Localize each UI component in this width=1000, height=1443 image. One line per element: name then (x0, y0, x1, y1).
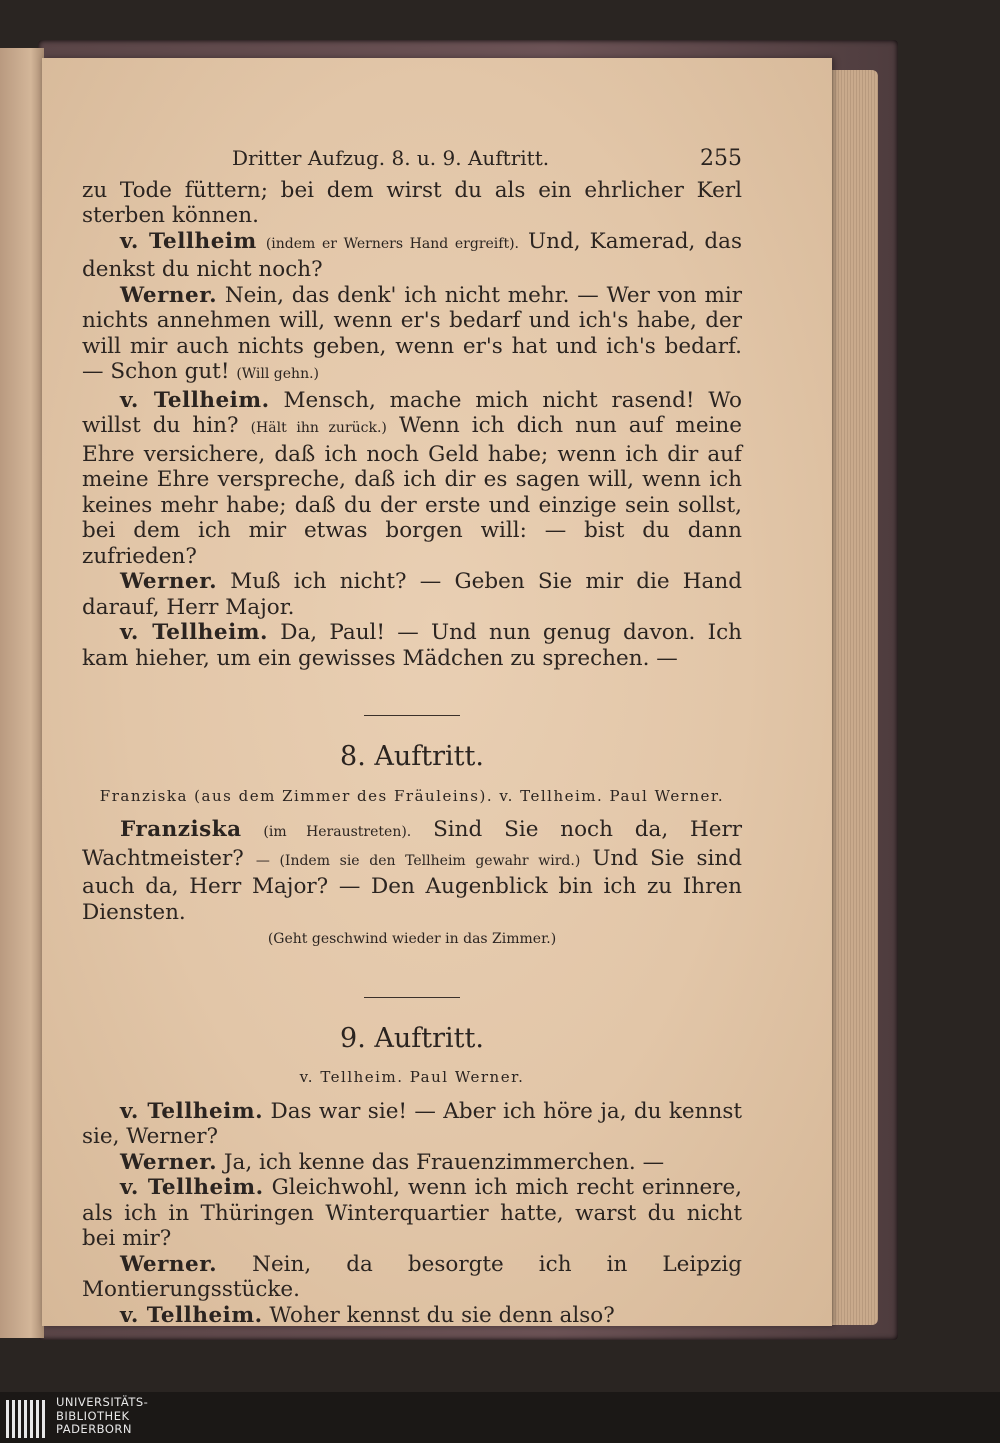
page-text (82, 146, 742, 1328)
speaker-name: Werner. (120, 282, 218, 308)
dialogue-text: Und, Kamerad, das denkst du nicht noch? (82, 228, 742, 282)
page-number: 255 (700, 146, 742, 171)
section-divider (364, 715, 460, 716)
dialogue-text: Sind Sie noch da, Herr Wachtmeister? (82, 817, 743, 871)
dialogue-text: Mensch, mache mich nicht rasend! Wo willst du hin? (82, 387, 742, 438)
speaker-name: v. Tellheim. (120, 1302, 263, 1328)
dialogue-text: Gleichwohl, wenn ich mich recht erinnere, als ich in Thüringen Winterquartier hatte, warst du nicht bei mir? (82, 1175, 743, 1251)
dialogue-line (82, 283, 742, 388)
dialogue-text: Und Sie sind auch da, Herr Major? — Den Augenblick bin ich zu Ihren Diensten. (82, 845, 743, 925)
dialogue-line (82, 620, 742, 671)
running-head-title: Dritter Aufzug. 8. u. 9. Auftritt. (232, 146, 550, 170)
stage-direction: — (Indem sie den Tellheim gewahr wird.) (255, 852, 581, 869)
dialogue-line (82, 1099, 742, 1150)
previous-page-edge (0, 48, 44, 1338)
speaker-name: v. Tellheim (120, 228, 257, 254)
stage-direction: (Geht geschwind wieder in das Zimmer.) (267, 931, 557, 947)
stage-direction: (indem er Werners Hand ergreift). (265, 235, 519, 252)
stage-direction: (Will gehn.) (236, 366, 319, 382)
speaker-name: Werner. (120, 1149, 218, 1175)
speaker-name: Werner. (120, 1251, 218, 1277)
speaker-name: Franziska (120, 817, 242, 842)
library-name-line: UNIVERSITÄTS- (56, 1395, 149, 1409)
dialogue-line (82, 1150, 742, 1176)
library-name (56, 1396, 148, 1437)
stage-direction: (im Heraustreten). (263, 824, 412, 840)
speaker-name: Werner. (120, 569, 218, 594)
speaker-name: v. Tellheim. (120, 1175, 264, 1200)
library-footer (0, 1392, 1000, 1443)
dramatis-personae: v. Tellheim. Paul Werner. (299, 1068, 525, 1086)
text-line: zu Tode füttern; bei dem wirst du als ein ehrlicher Kerl sterben können. (82, 177, 742, 228)
speaker-name: v. Tellheim. (120, 387, 270, 413)
dialogue-text: Das war sie! — Aber ich höre ja, du kennst sie, Werner? (82, 1098, 743, 1149)
dialogue-line (82, 1175, 742, 1252)
section-divider (364, 997, 460, 998)
dialogue-line (82, 817, 742, 925)
scene-title: 8. Auftritt. (340, 741, 484, 772)
speaker-name: v. Tellheim. (120, 1098, 264, 1124)
dialogue-text: Nein, da besorgte ich in Leipzig Montierungsstücke. (82, 1251, 743, 1302)
dialogue-text: Wenn ich dich nun auf meine Ehre versichere, daß ich noch Geld habe; wenn ich dir auf meine Ehre verspreche, daß ich dir es sagen will, wenn ich keines mehr habe; daß du der erste und einzige sein sollst, bei dem ich mir etwas borgen will: — bist du dann zufrieden? (82, 413, 742, 569)
dialogue-text: Ja, ich kenne das Frauenzimmerchen. — (223, 1149, 665, 1175)
dramatis-personae: Franziska (aus dem Zimmer des Fräuleins). v. Tellheim. Paul Werner. (99, 786, 725, 805)
dialogue-text: Nein, das denk' ich nicht mehr. — Wer von mir nichts annehmen will, wenn er's bedarf und ich's habe, der will mir auch nichts geben, wenn er's hat und ich's bedarf. — Schon gut! (82, 282, 742, 384)
dialogue-line (82, 1303, 742, 1329)
library-name-line: PADERBORN (56, 1422, 133, 1436)
book-page (42, 58, 832, 1326)
dialogue-line (82, 229, 742, 283)
speaker-name: v. Tellheim. (120, 620, 268, 645)
dialogue-text: Muß ich nicht? — Geben Sie mir die Hand darauf, Herr Major. (82, 569, 742, 620)
dialogue-line (82, 1252, 742, 1303)
scene-title: 9. Auftritt. (340, 1022, 484, 1054)
library-logo-icon (6, 1400, 48, 1438)
dialogue-line (82, 569, 742, 620)
stage-direction: (Hält ihn zurück.) (250, 420, 387, 436)
dialogue-text: Woher kennst du sie denn also? (269, 1302, 615, 1328)
library-name-line: BIBLIOTHEK (56, 1408, 130, 1423)
running-head (82, 146, 742, 172)
dialogue-text: Da, Paul! — Und nun genug davon. Ich kam hieher, um ein gewisses Mädchen zu sprechen. — (82, 620, 742, 671)
dialogue-line (82, 388, 742, 570)
